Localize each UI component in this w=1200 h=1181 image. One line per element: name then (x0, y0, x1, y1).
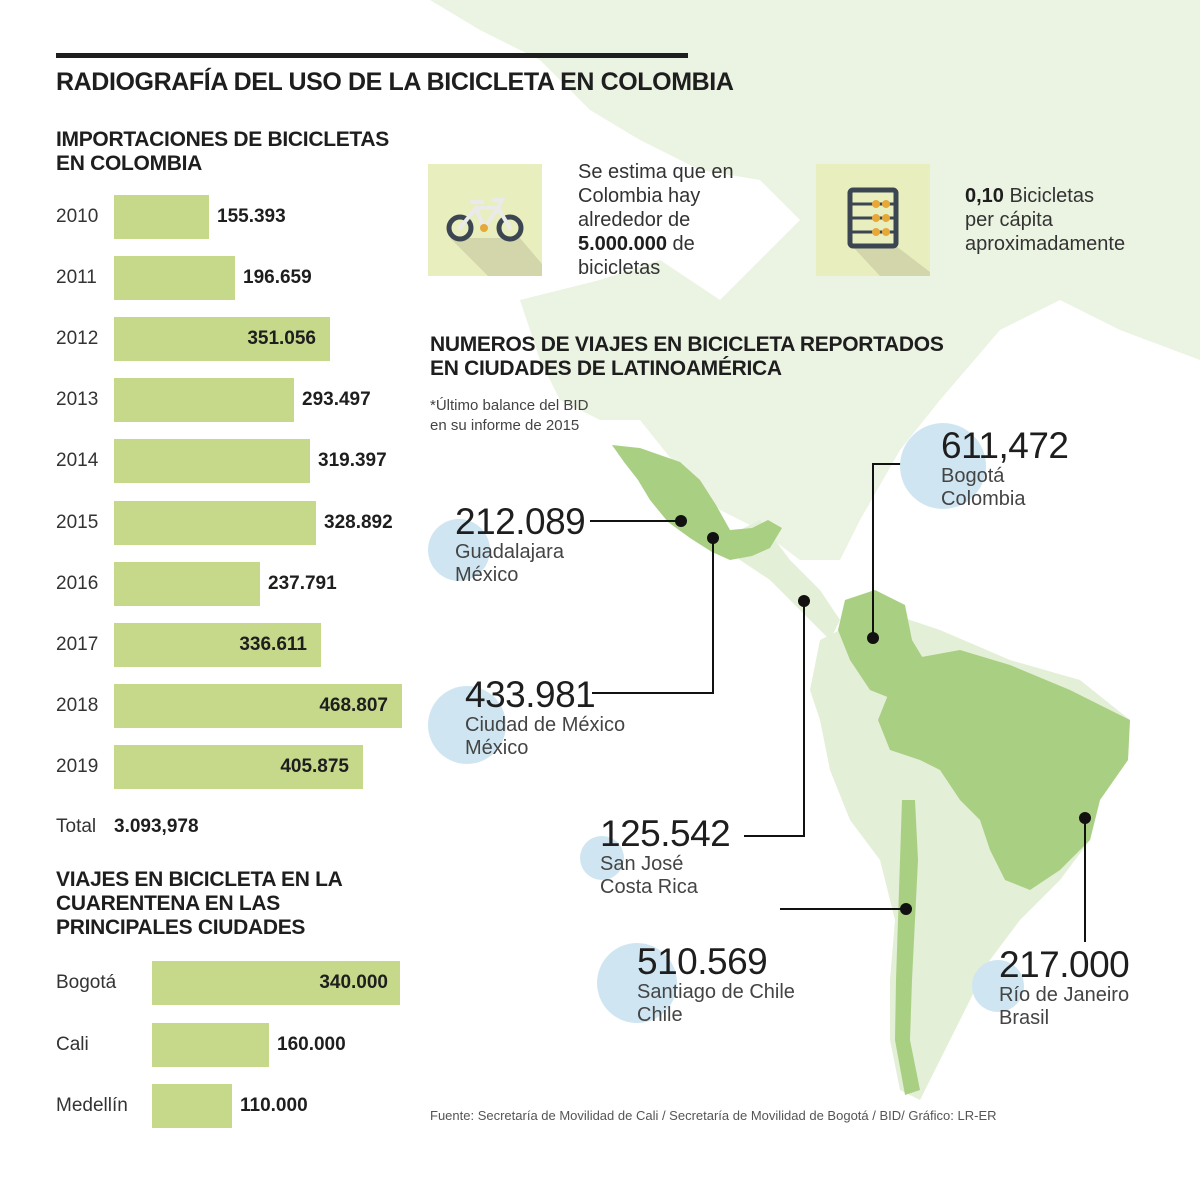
bikes-line4-rest: de (666, 233, 695, 255)
quarantine-category-label: Cali (56, 1033, 89, 1055)
imports-value-label: 155.393 (217, 206, 286, 227)
leader-sanjose (744, 601, 804, 836)
imports-title-line2: EN COLOMBIA (56, 152, 203, 175)
cdmx-country: México (465, 737, 529, 759)
imports-total-label: Total (56, 816, 97, 837)
per-capita-line2: per cápita (965, 209, 1053, 231)
map-dot-guadalajara (675, 515, 687, 527)
rio-country: Brasil (999, 1007, 1050, 1029)
quarantine-title-line2: CUARENTENA EN LAS (56, 892, 280, 915)
sanjose-city: San José (600, 853, 684, 875)
trips-title-line1: NUMEROS DE VIAJES EN BICICLETA REPORTADOS (430, 333, 944, 356)
bogota-country: Colombia (941, 488, 1026, 510)
imports-value-label: 319.397 (318, 450, 387, 472)
callout-rio (999, 946, 1129, 1030)
imports-total-value: 3.093,978 (114, 816, 199, 837)
imports-value-label: 468.807 (319, 694, 388, 716)
santiago-city: Santiago de Chile (637, 981, 795, 1003)
source-note: Fuente: Secretaría de Movilidad de Cali / Secretaría de Movilidad de Bogotá / BID/ Gráfico: LR-ER (430, 1108, 997, 1123)
map-dot-sanjose (798, 595, 810, 607)
bikes-line5: bicicletas (578, 257, 661, 279)
santiago-country: Chile (637, 1004, 683, 1026)
bogota-city: Bogotá (941, 465, 1005, 487)
bikes-line3: alrededor de (578, 209, 691, 231)
santiago-trips: 510.569 (637, 941, 768, 982)
imports-title-line1: IMPORTACIONES DE BICICLETAS (56, 128, 389, 151)
per-capita-rest: Bicicletas (1003, 185, 1094, 207)
rio-city: Río de Janeiro (999, 984, 1130, 1006)
per-capita-value: 0,10 (965, 185, 1004, 207)
imports-value-label: 293.497 (302, 389, 371, 411)
imports-category-label: 2019 (56, 755, 99, 777)
sanjose-trips: 125.542 (600, 813, 731, 854)
cdmx-city: Ciudad de México (465, 714, 626, 736)
quarantine-value-label: 160.000 (277, 1033, 346, 1055)
imports-value-label: 405.875 (280, 755, 349, 777)
map-dot-cdmx (707, 532, 719, 544)
imports-value-label: 336.611 (239, 633, 307, 655)
callout-cdmx (465, 676, 625, 760)
quarantine-category-label: Medellín (56, 1095, 128, 1116)
imports-category-label: 2012 (56, 328, 99, 350)
imports-category-label: 2014 (56, 450, 99, 472)
callout-bogota (941, 427, 1069, 511)
bogota-trips: 611,472 (941, 425, 1069, 466)
page-title: RADIOGRAFÍA DEL USO DE LA BICICLETA EN COLOMBIA (56, 68, 734, 96)
quarantine-title-line3: PRINCIPALES CIUDADES (56, 916, 306, 939)
quarantine-title-line1: VIAJES EN BICICLETA EN LA (56, 868, 343, 891)
map-dot-bogota (867, 632, 879, 644)
trips-note-line1: *Último balance del BID (430, 397, 589, 414)
bikes-line2: Colombia hay (578, 185, 701, 207)
quarantine-value-label: 340.000 (319, 972, 388, 993)
callout-sanjose (600, 815, 730, 899)
bikes-count: 5.000.000 (578, 233, 667, 255)
guadalajara-city: Guadalajara (455, 541, 564, 563)
imports-value-label: 196.659 (243, 267, 312, 289)
guadalajara-trips: 212.089 (455, 501, 586, 542)
imports-category-label: 2015 (56, 511, 99, 533)
callout-santiago (637, 943, 795, 1027)
imports-value-label: 237.791 (268, 572, 337, 594)
per-capita-line3: aproximadamente (965, 233, 1126, 255)
imports-category-label: 2018 (56, 694, 99, 716)
quarantine-value-label: 110.000 (240, 1095, 308, 1116)
imports-category-label: 2016 (56, 572, 99, 594)
rio-trips: 217.000 (999, 944, 1130, 985)
trips-note-line2: en su informe de 2015 (430, 417, 580, 434)
quarantine-category-label: Bogotá (56, 972, 117, 993)
bikes-line1: Se estima que en (578, 161, 734, 183)
imports-category-label: 2011 (56, 267, 97, 289)
imports-value-label: 351.056 (247, 328, 316, 350)
sanjose-country: Costa Rica (600, 876, 698, 898)
callout-guadalajara (455, 503, 585, 587)
trips-title-line2: EN CIUDADES DE LATINOAMÉRICA (430, 357, 782, 380)
map-dot-santiago (900, 903, 912, 915)
leader-cdmx (592, 538, 713, 693)
map-dot-rio (1079, 812, 1091, 824)
guadalajara-country: México (455, 564, 519, 586)
imports-value-label: 328.892 (324, 511, 393, 533)
imports-category-label: 2013 (56, 389, 99, 411)
imports-category-label: 2010 (56, 206, 99, 227)
cdmx-trips: 433.981 (465, 674, 596, 715)
imports-category-label: 2017 (56, 633, 99, 655)
